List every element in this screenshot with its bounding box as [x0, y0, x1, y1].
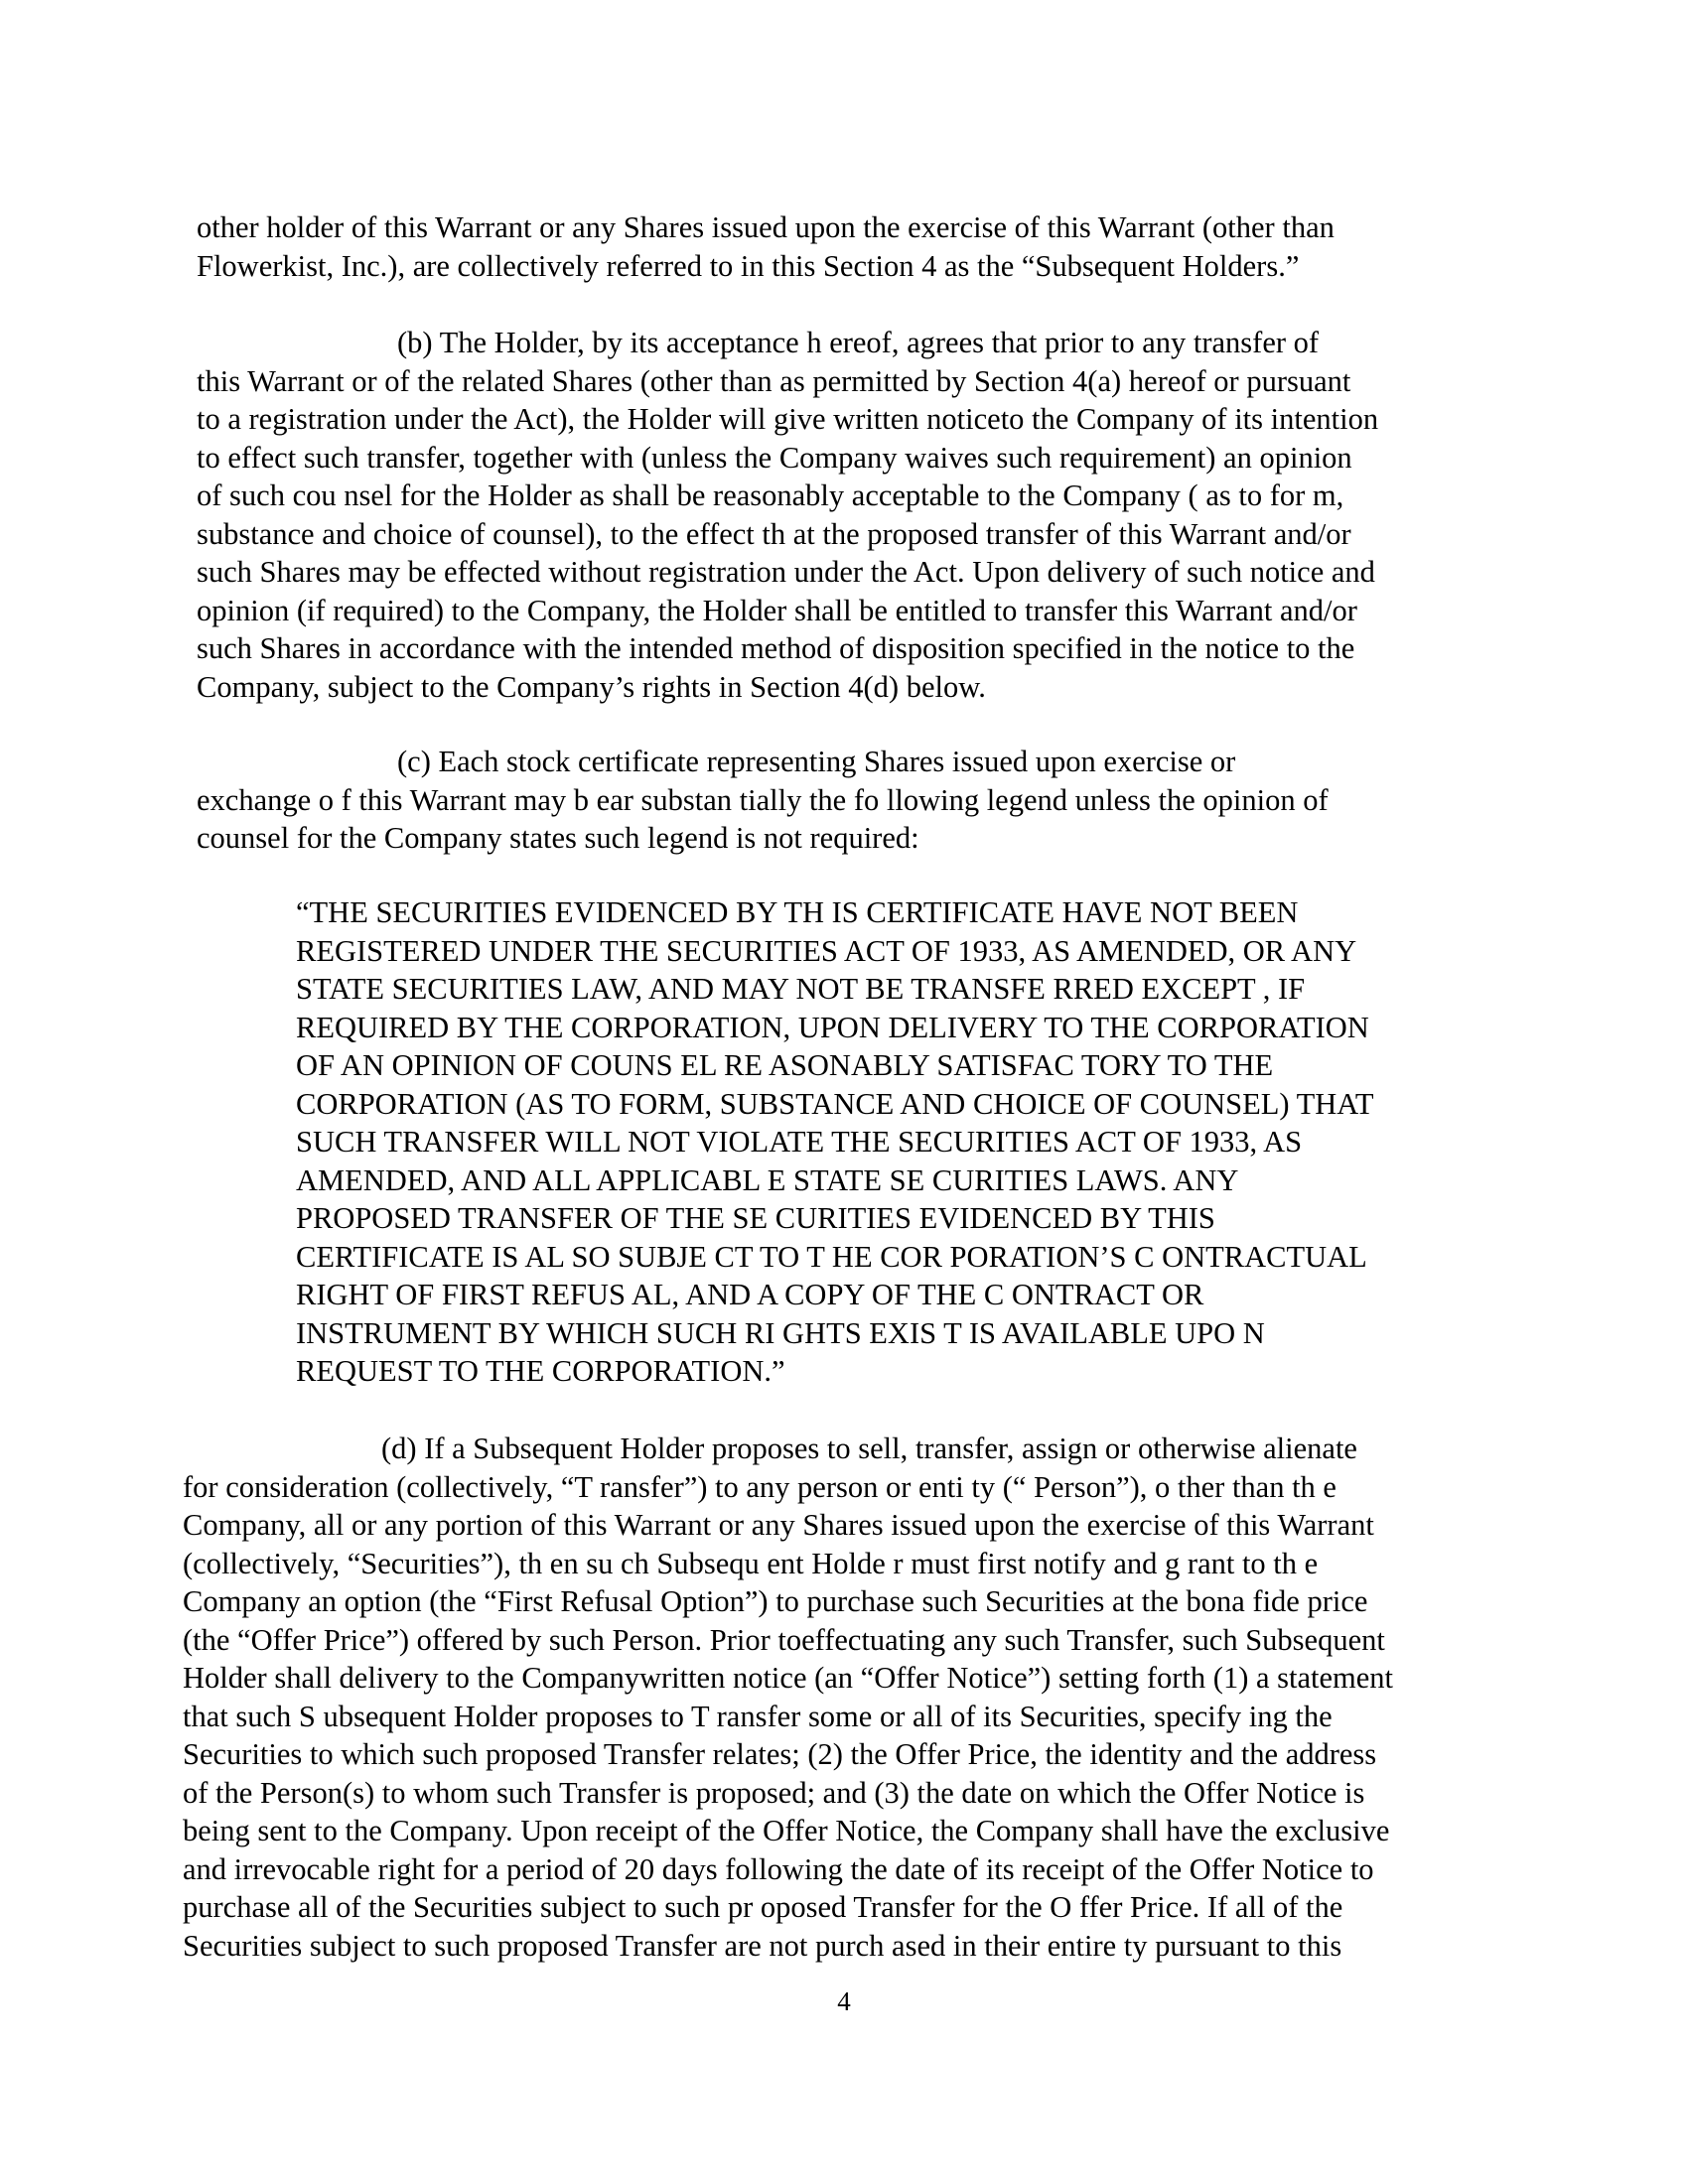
text-line: (d) If a Subsequent Holder proposes to sell, transfer, assign or otherwise alienate — [381, 1432, 1357, 1465]
text-line: Holder shall delivery to the Companywritten notice (an “Offer Notice”) setting forth (1) a statement — [183, 1661, 1394, 1695]
text-line: other holder of this Warrant or any Shares issued upon the exercise of this Warrant (other than — [197, 210, 1335, 244]
legend-line: RIGHT OF FIRST REFUS AL, AND A COPY OF THE C ONTRACT OR — [296, 1278, 1204, 1311]
legend-line: INSTRUMENT BY WHICH SUCH RI GHTS EXIS T IS AVAILABLE UPO N — [296, 1315, 1265, 1350]
text-line: Flowerkist, Inc.), are collectively referred to in this Section 4 as the “Subsequent Holders.” — [197, 248, 1300, 283]
text-line: Company, all or any portion of this Warrant or any Shares issued upon the exercise of this Warrant — [183, 1508, 1374, 1542]
text-line: opinion (if required) to the Company, the Holder shall be entitled to transfer this Warrant and/or — [197, 593, 1357, 627]
text-line: such Shares may be effected without registration under the Act. Upon delivery of such notice and — [197, 555, 1375, 589]
text-line: exchange o f this Warrant may b ear substan tially the fo llowing legend unless the opinion of — [197, 782, 1329, 817]
text-line: purchase all of the Securities subject to such pr oposed Transfer for the O ffer Price. If all of the — [183, 1890, 1343, 1924]
paragraph-subsequent-holders — [197, 208, 1497, 285]
text-line: for consideration (collectively, “T ransfer”) to any person or enti ty (“ Person”), o ther than th e — [183, 1469, 1336, 1504]
text-line: Company an option (the “First Refusal Option”) to purchase such Securities at the bona fide price — [183, 1584, 1368, 1618]
legend-line: CERTIFICATE IS AL SO SUBJE CT TO T HE COR PORATION’S C ONTRACTUAL — [296, 1239, 1367, 1274]
text-line: to effect such transfer, together with (unless the Company waives such requirement) an opinion — [197, 440, 1352, 475]
legend-line: AMENDED, AND ALL APPLICABL E STATE SE CURITIES LAWS. ANY — [296, 1162, 1239, 1197]
text-line: being sent to the Company. Upon receipt of the Offer Notice, the Company shall have the exclusive — [183, 1814, 1390, 1847]
legend-line: STATE SECURITIES LAW, AND MAY NOT BE TRANSFE RRED EXCEPT , IF — [296, 972, 1306, 1006]
text-line: that such S ubsequent Holder proposes to T ransfer some or all of its Securities, specify ing the — [183, 1699, 1333, 1733]
text-line: this Warrant or of the related Shares (other than as permitted by Section 4(a) hereof or pursuant — [197, 363, 1351, 398]
legend-line: REGISTERED UNDER THE SECURITIES ACT OF 1933, AS AMENDED, OR ANY — [296, 933, 1357, 968]
text-line: Securities to which such proposed Transfer relates; (2) the Offer Price, the identity and the address — [183, 1737, 1377, 1771]
text-line: such Shares in accordance with the intended method of disposition specified in the notice to the — [197, 631, 1355, 665]
paragraph-section-4b — [197, 324, 1497, 706]
legend-line: SUCH TRANSFER WILL NOT VIOLATE THE SECURITIES ACT OF 1933, AS — [296, 1125, 1303, 1159]
page-number: 4 — [837, 1986, 851, 2016]
text-line: Company, subject to the Company’s rights in Section 4(d) below. — [197, 669, 986, 704]
text-line: substance and choice of counsel), to the effect th at the proposed transfer of this Warrant and/or — [197, 516, 1351, 551]
text-line: (b) The Holder, by its acceptance h ereof, agrees that prior to any transfer of — [397, 326, 1320, 359]
text-line: (the “Offer Price”) offered by such Person. Prior toeffectuating any such Transfer, such Subsequent — [183, 1622, 1385, 1657]
text-line: (c) Each stock certificate representing Shares issued upon exercise or — [397, 745, 1236, 778]
legend-line: CORPORATION (AS TO FORM, SUBSTANCE AND CHOICE OF COUNSEL) THAT — [296, 1086, 1374, 1121]
legend-line: PROPOSED TRANSFER OF THE SE CURITIES EVIDENCED BY THIS — [296, 1201, 1215, 1235]
text-line: and irrevocable right for a period of 20 days following the date of its receipt of the Offer Notice to — [183, 1851, 1374, 1886]
legend-line: REQUEST TO THE CORPORATION.” — [296, 1354, 785, 1388]
paragraph-section-4c — [197, 743, 1497, 858]
legend-line: “THE SECURITIES EVIDENCED BY TH IS CERTIFICATE HAVE NOT BEEN — [296, 895, 1299, 929]
text-line: Securities subject to such proposed Transfer are not purch ased in their entire ty pursuant to this — [183, 1928, 1342, 1963]
text-line: of such cou nsel for the Holder as shall be reasonably acceptable to the Company ( as to for m, — [197, 478, 1344, 512]
text-line: of the Person(s) to whom such Transfer is proposed; and (3) the date on which the Offer Notice is — [183, 1775, 1365, 1810]
securities-legend-block — [296, 893, 1487, 1391]
text-line: counsel for the Company states such legend is not required: — [197, 821, 919, 855]
text-line: to a registration under the Act), the Holder will give written noticeto the Company of its intention — [197, 402, 1379, 436]
paragraph-section-4d — [183, 1430, 1505, 1965]
legend-line: REQUIRED BY THE CORPORATION, UPON DELIVERY TO THE CORPORATION — [296, 1010, 1369, 1044]
text-line: (collectively, “Securities”), th en su ch Subsequ ent Holde r must first notify and g rant to th e — [183, 1546, 1319, 1580]
legend-line: OF AN OPINION OF COUNS EL RE ASONABLY SATISFAC TORY TO THE — [296, 1048, 1274, 1082]
